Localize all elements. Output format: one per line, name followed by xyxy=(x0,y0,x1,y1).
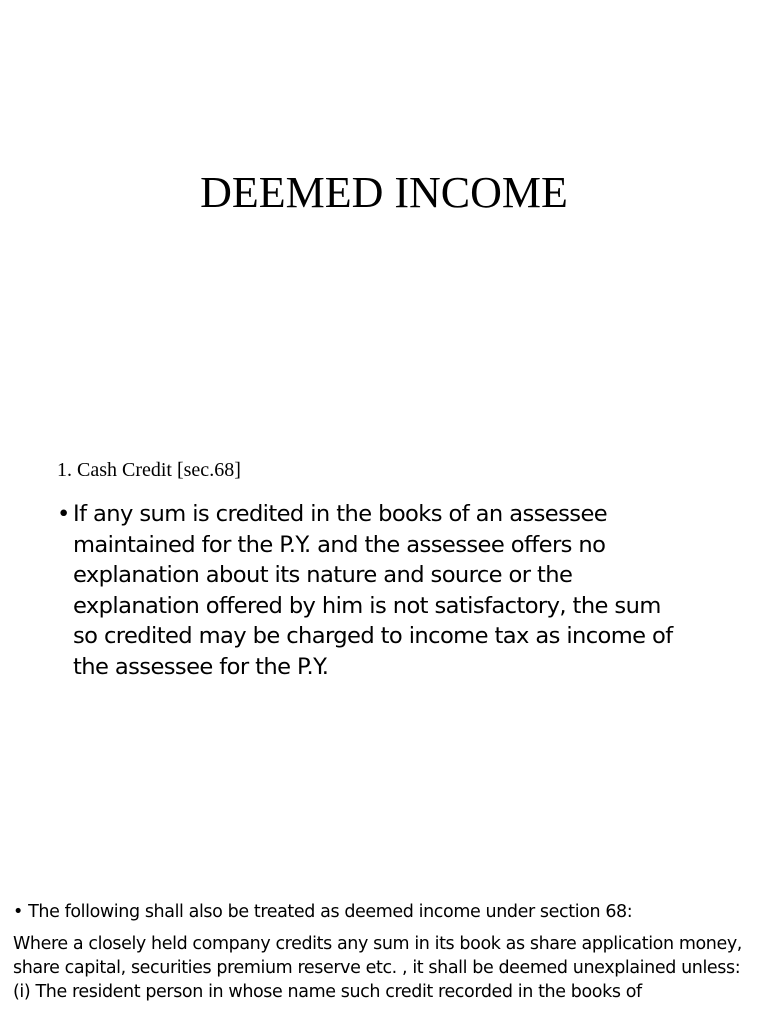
page-title: DEEMED INCOME xyxy=(200,168,568,217)
section-heading: 1. Cash Credit [sec.68] xyxy=(57,459,241,481)
bullet-text: If any sum is credited in the books of an assessee maintained for the P.Y. and the assessee offers no explanation about its nature and source or the explanation offered by him is not satisfactory, the sum so credited may be charged to income tax as income of the assessee for the P.Y. xyxy=(73,501,673,680)
bullet-paragraph xyxy=(57,499,677,683)
lower-text-block xyxy=(13,900,753,1004)
bullet-marker: • xyxy=(57,501,70,527)
list-item-i: (i) The resident person in whose name such credit recorded in the books of xyxy=(13,982,642,1002)
closely-held-company-paragraph: Where a closely held company credits any sum in its book as share application money, share capital, securities premium reserve etc. , it shall be deemed unexplained unless: xyxy=(13,934,742,978)
deemed-income-intro: • The following shall also be treated as deemed income under section 68: xyxy=(13,902,633,922)
